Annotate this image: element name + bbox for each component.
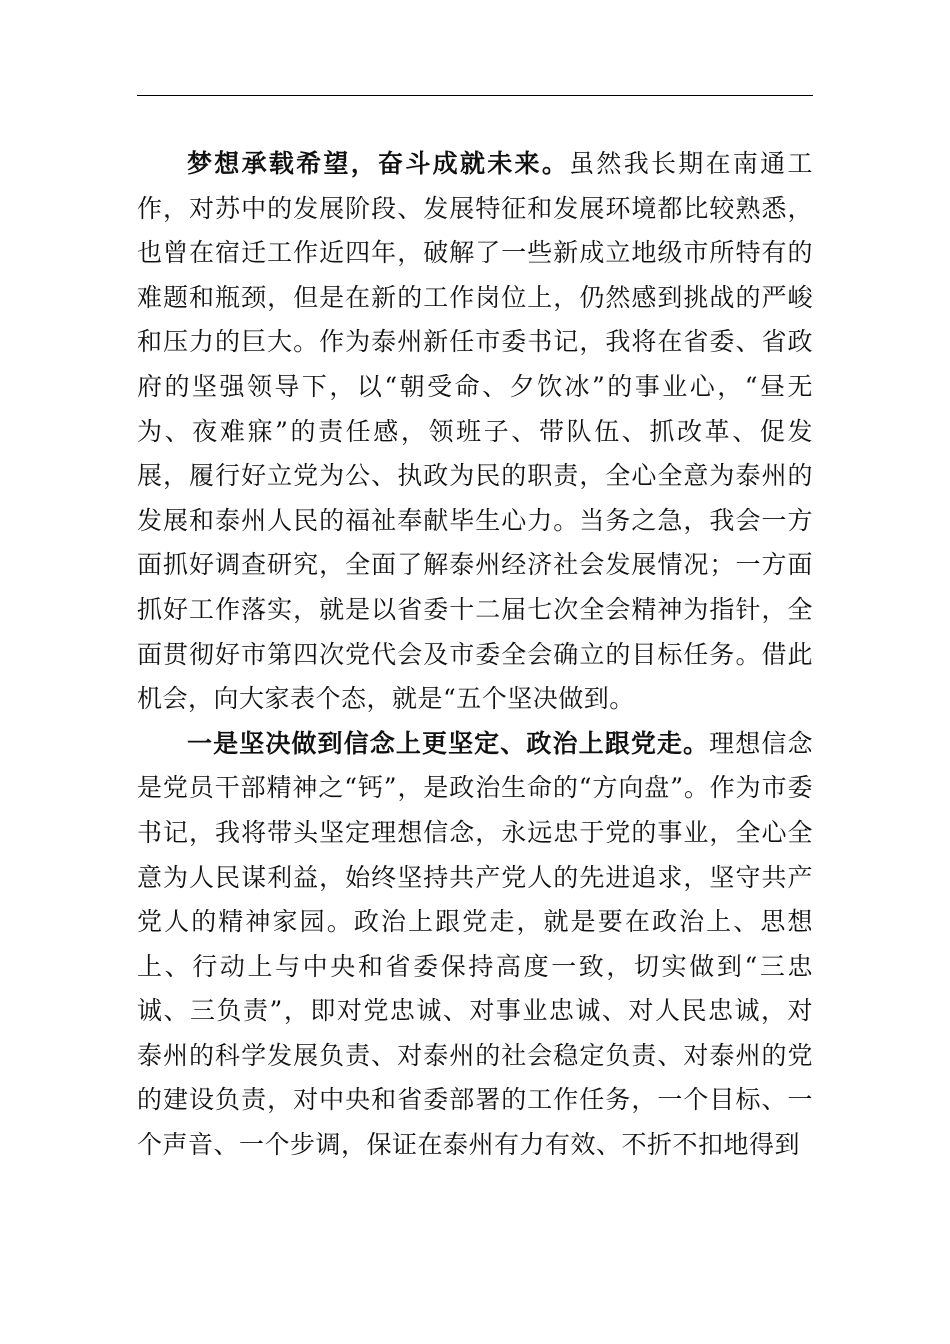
paragraph-1-text: 虽然我长期在南通工作，对苏中的发展阶段、发展特征和发展环境都比较熟悉，也曾在宿迁工作近四年，破解了一些新成立地级市所特有的难题和瓶颈，但是在新的工作岗位上，仍然感到挑战的严峻和压力的巨大。作为泰州新任市委书记，我将在省委、省政府的坚强领导下，以“朝受命、夕饮冰”的事业心，“昼无为、夜难寐”的责任感，领班子、带队伍、抓改革、促发展，履行好立党为公、执政为民的职责，全心全意为泰州的发展和泰州人民的福祉奉献毕生心力。当务之急，我会一方面抓好调查研究，全面了解泰州经济社会发展情况；一方面抓好工作落实，就是以省委十二届七次全会精神为指针，全面贯彻好市第四次党代会及市委全会确立的目标任务。借此机会，向大家表个态，就是“五个坚决做到。 bbox=[137, 149, 813, 714]
paragraph-2-text: 理想信念是党员干部精神之“钙”，是政治生命的“方向盘”。作为市委书记，我将带头坚定理想信念，永远忠于党的事业，全心全意为人民谋利益，始终坚持共产党人的先进追求，坚守共产党人的精神家园。政治上跟党走，就是要在政治上、思想上、行动上与中央和省委保持高度一致，切实做到“三忠诚、三负责”，即对党忠诚、对事业忠诚、对人民忠诚，对泰州的科学发展负责、对泰州的社会稳定负责、对泰州的党的建设负责，对中央和省委部署的工作任务，一个目标、一个声音、一个步调，保证在泰州有力有效、不折不扣地得到 bbox=[137, 728, 813, 1160]
paragraph-1 bbox=[137, 142, 813, 722]
paragraph-2-lead: 一是坚决做到信念上更坚定、政治上跟党走。 bbox=[187, 728, 710, 758]
header-rule bbox=[137, 95, 813, 96]
paragraph-2 bbox=[137, 722, 813, 1168]
body-text bbox=[137, 142, 813, 1168]
paragraph-1-lead: 梦想承载希望，奋斗成就未来。 bbox=[187, 149, 570, 178]
